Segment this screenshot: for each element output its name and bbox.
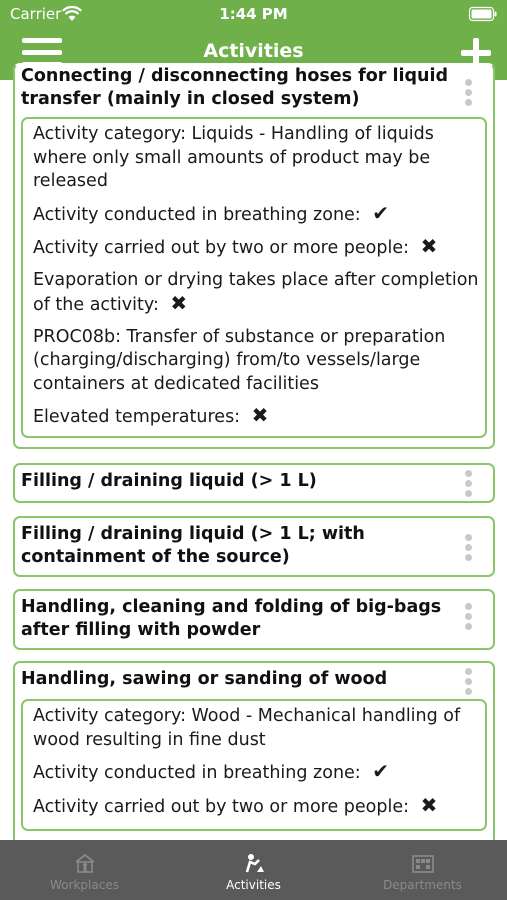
activity-title: Handling, cleaning and folding of big-bags after filling with powder (21, 597, 442, 640)
evaporation-label: Evaporation or drying takes place after completion of the activity: (33, 269, 479, 315)
tab-activities[interactable] (169, 840, 338, 900)
more-options-icon[interactable] (465, 668, 473, 698)
status-time: 1:44 PM (219, 5, 288, 23)
activity-title: Connecting / disconnecting hoses for liquid transfer (mainly in closed system) (21, 66, 449, 109)
two-people-label: Activity carried out by two or more people: (33, 238, 410, 258)
two-people-label: Activity carried out by two or more people: (33, 796, 410, 817)
more-options-icon[interactable] (465, 470, 473, 500)
battery-icon (469, 7, 497, 21)
activity-card[interactable] (13, 63, 495, 449)
tab-label: Workplaces (50, 878, 119, 892)
activity-card[interactable] (13, 516, 495, 577)
breathing-zone-row (33, 202, 479, 228)
workplace-icon (73, 852, 97, 874)
check-icon: ✔ (372, 759, 390, 783)
activity-details (21, 117, 487, 438)
check-icon: ✔ (372, 200, 390, 225)
department-icon (411, 852, 435, 874)
breathing-zone-label: Activity conducted in breathing zone: (33, 204, 361, 225)
cross-icon: ✖ (420, 234, 438, 258)
activity-card[interactable] (13, 661, 495, 861)
evaporation-row (33, 269, 479, 318)
activity-title: Handling, sawing or sanding of wood (21, 669, 388, 689)
tab-label: Departments (383, 878, 462, 892)
cross-icon: ✖ (251, 403, 269, 427)
breathing-zone-label: Activity conducted in breathing zone: (33, 763, 361, 783)
proc-code: PROC08b: Transfer of substance or preparation (charging/discharging) from/to vessels/large containers at dedicated facilities (33, 326, 446, 394)
activity-list[interactable] (0, 66, 507, 828)
more-options-icon[interactable] (465, 79, 473, 109)
more-options-icon[interactable] (465, 603, 473, 633)
activity-card[interactable] (13, 589, 495, 650)
tab-label: Activities (226, 878, 281, 892)
elevated-temperatures-label: Elevated temperatures: (33, 407, 241, 427)
activity-category: Activity category: Liquids - Handling of liquids where only small amounts of product may be released (33, 124, 434, 191)
carrier-label: Carrier (10, 5, 62, 23)
two-people-row (33, 794, 479, 820)
activity-card[interactable] (13, 463, 495, 503)
activity-category: Activity category: Wood - Mechanical handling of wood resulting in fine dust (33, 706, 461, 750)
breathing-zone-row (33, 760, 479, 786)
tab-workplaces[interactable] (0, 840, 169, 900)
tab-departments[interactable] (338, 840, 507, 900)
cross-icon: ✖ (420, 792, 438, 817)
two-people-row (33, 235, 479, 261)
more-options-icon[interactable] (465, 534, 473, 564)
cross-icon: ✖ (170, 291, 188, 315)
activity-details (21, 699, 487, 831)
activity-icon (242, 852, 266, 874)
tab-bar (0, 840, 507, 900)
status-bar (0, 0, 507, 28)
elevated-temperatures-row (33, 404, 479, 430)
page-title: Activities (203, 40, 304, 62)
activity-title: Filling / draining liquid (> 1 L) (21, 471, 317, 491)
activity-title: Filling / draining liquid (> 1 L; with containment of the source) (21, 524, 365, 567)
